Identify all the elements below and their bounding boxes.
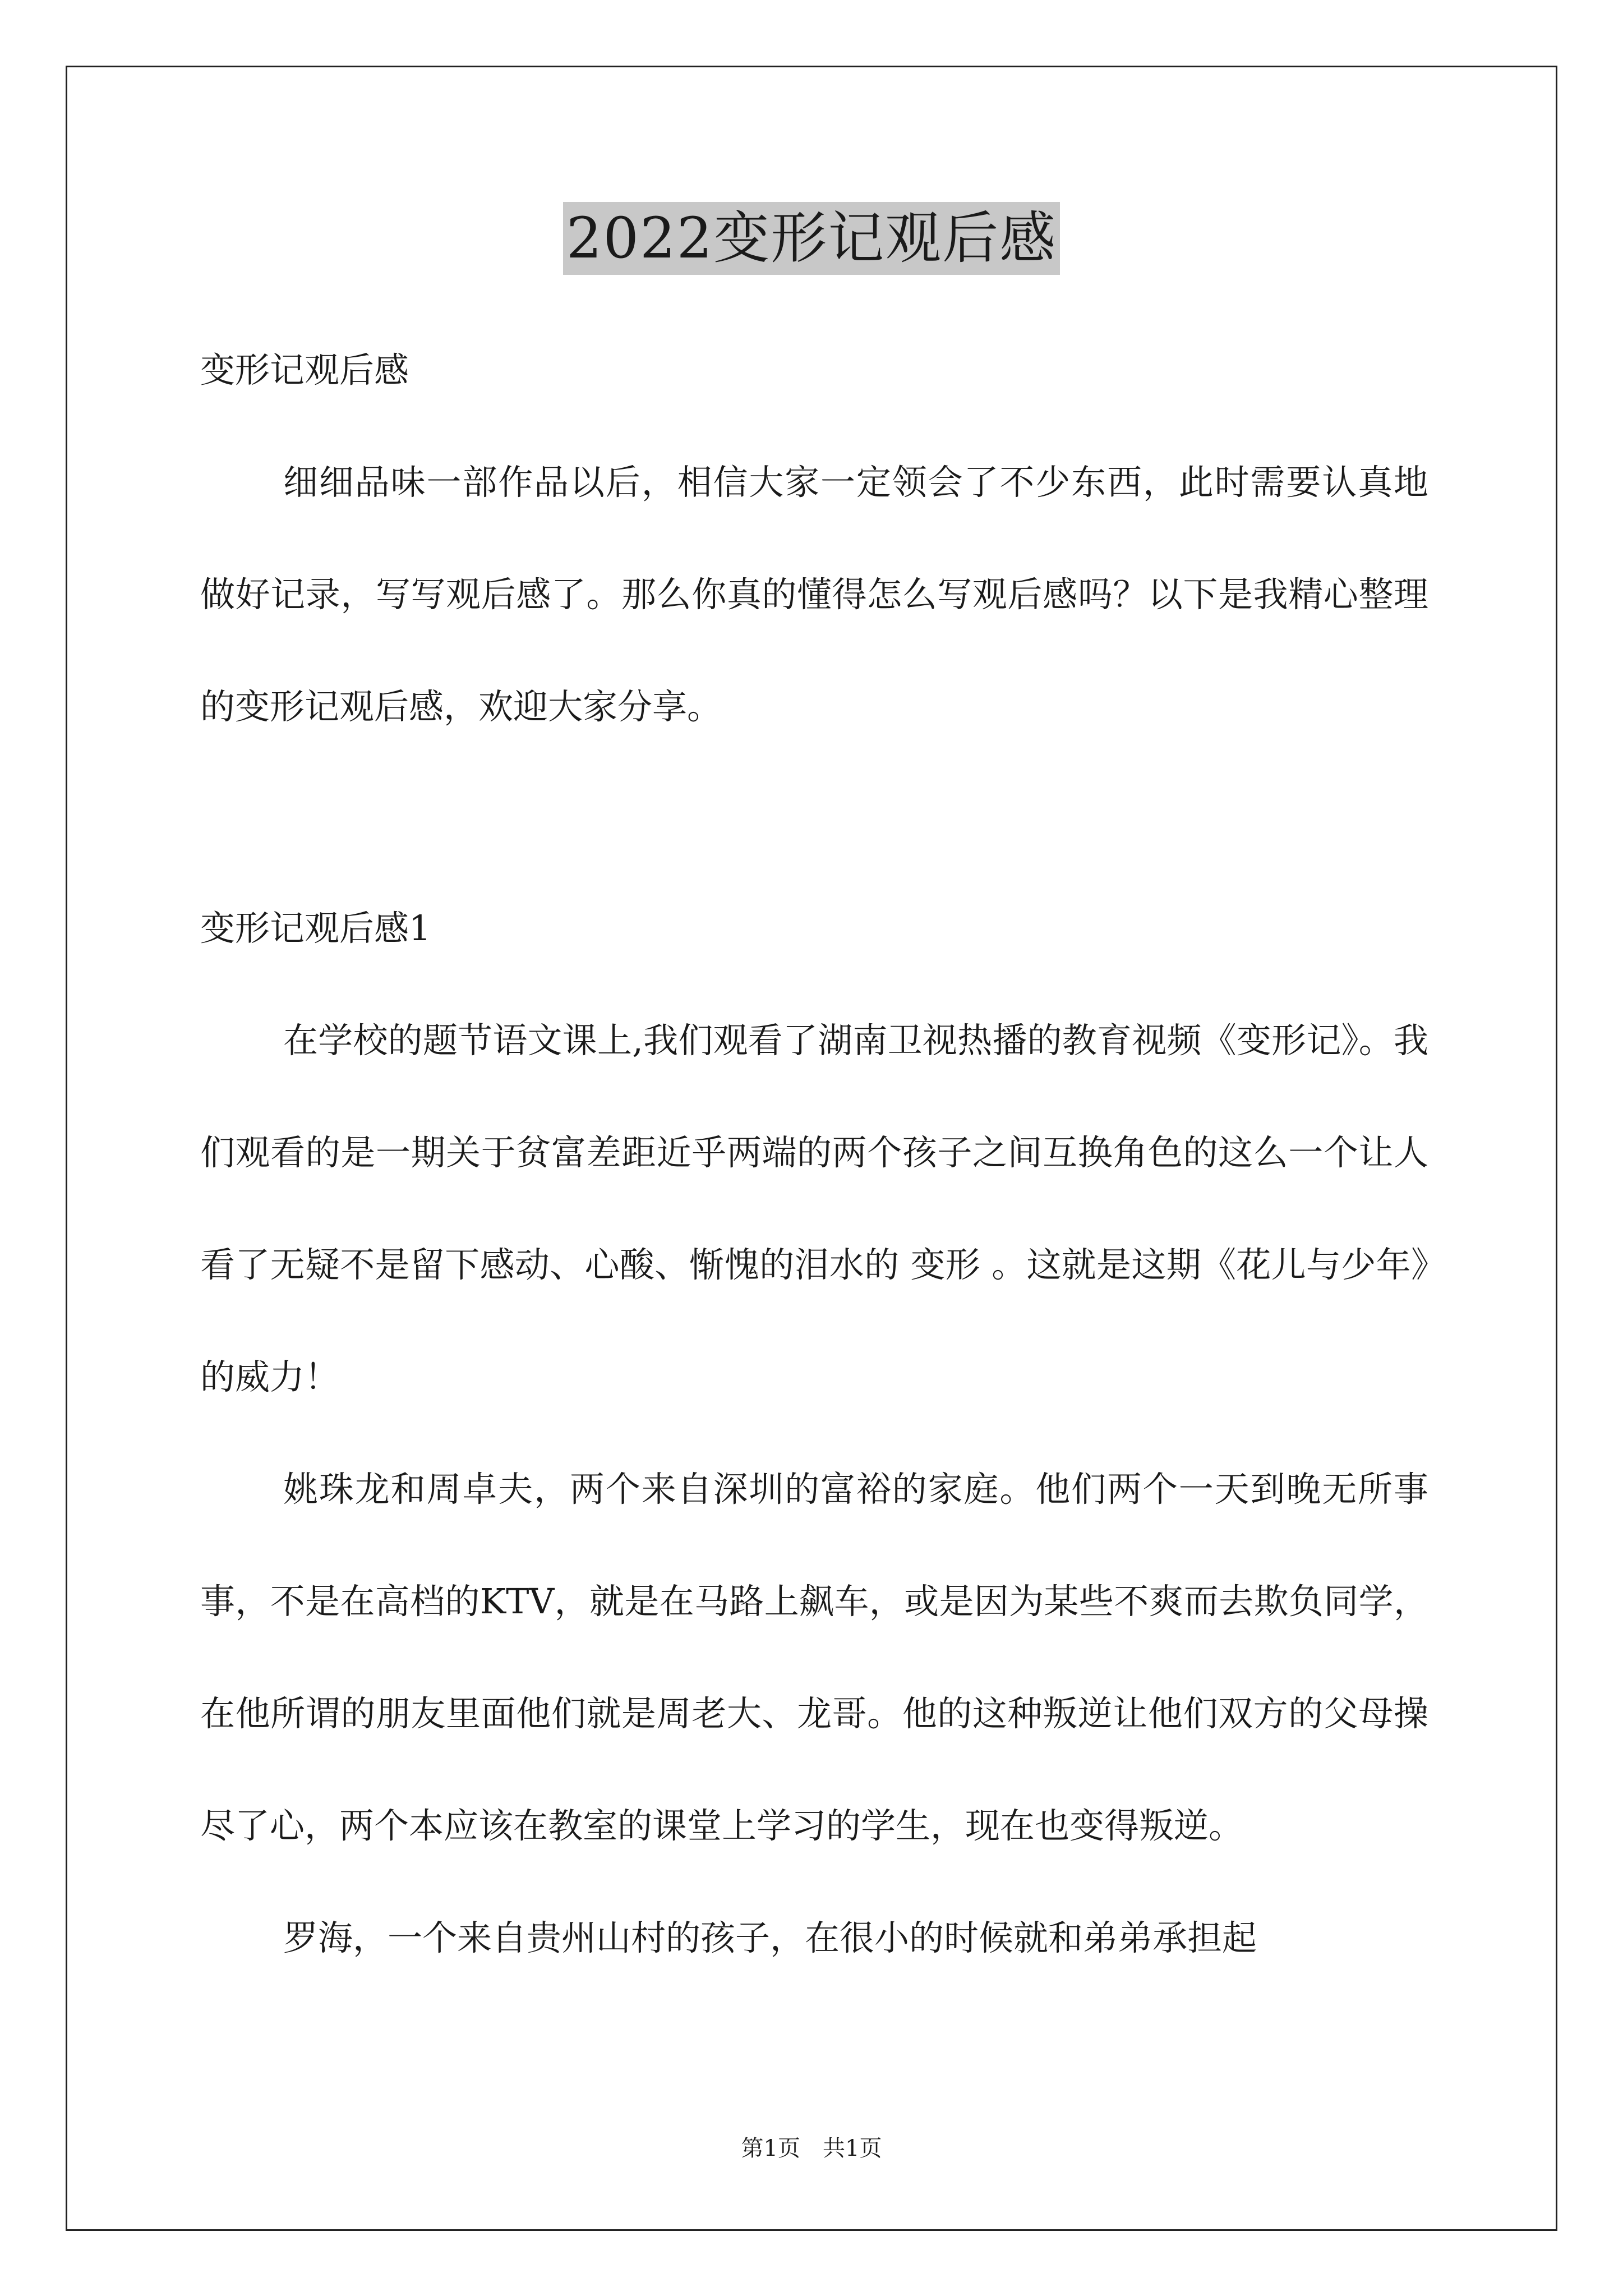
section-heading: 变形记观后感1 [200,908,431,949]
body-paragraph-1: 在学校的题节语文课上,我们观看了湖南卫视热播的教育视频《变形记》。我们观看的是一期关于贫富差距近乎两端的两个孩子之间互换角色的这么一个让人看了无疑不是留下感动、心酸、惭愧的泪水的 变形 。这就是这期《花儿与少年》的威力！ [200,1020,1428,1397]
section-spacer [200,763,1428,872]
document-title: 2022变形记观后感 [563,202,1061,275]
page-footer: 第1页 共1页 [741,2136,882,2161]
body-paragraph-2: 姚珠龙和周卓夫，两个来自深圳的富裕的家庭。他们两个一天到晚无所事事，不是在高档的KTV，就是在马路上飙车，或是因为某些不爽而去欺负同学，在他所谓的朋友里面他们就是周老大、龙哥。他的这种叛逆让他们双方的父母操尽了心，两个本应该在教室的课堂上学习的学生，现在也变得叛逆。 [200,1469,1428,1846]
document-body [200,314,1428,1994]
title-container [0,202,1623,275]
body-paragraph-3: 罗海，一个来自贵州山村的孩子，在很小的时候就和弟弟承担起 [283,1917,1257,1958]
intro-heading: 变形记观后感 [200,349,409,390]
intro-paragraph: 细细品味一部作品以后，相信大家一定领会了不少东西，此时需要认真地做好记录，写写观后感了。那么你真的懂得怎么写观后感吗？以下是我精心整理的变形记观后感，欢迎大家分享。 [200,462,1428,727]
